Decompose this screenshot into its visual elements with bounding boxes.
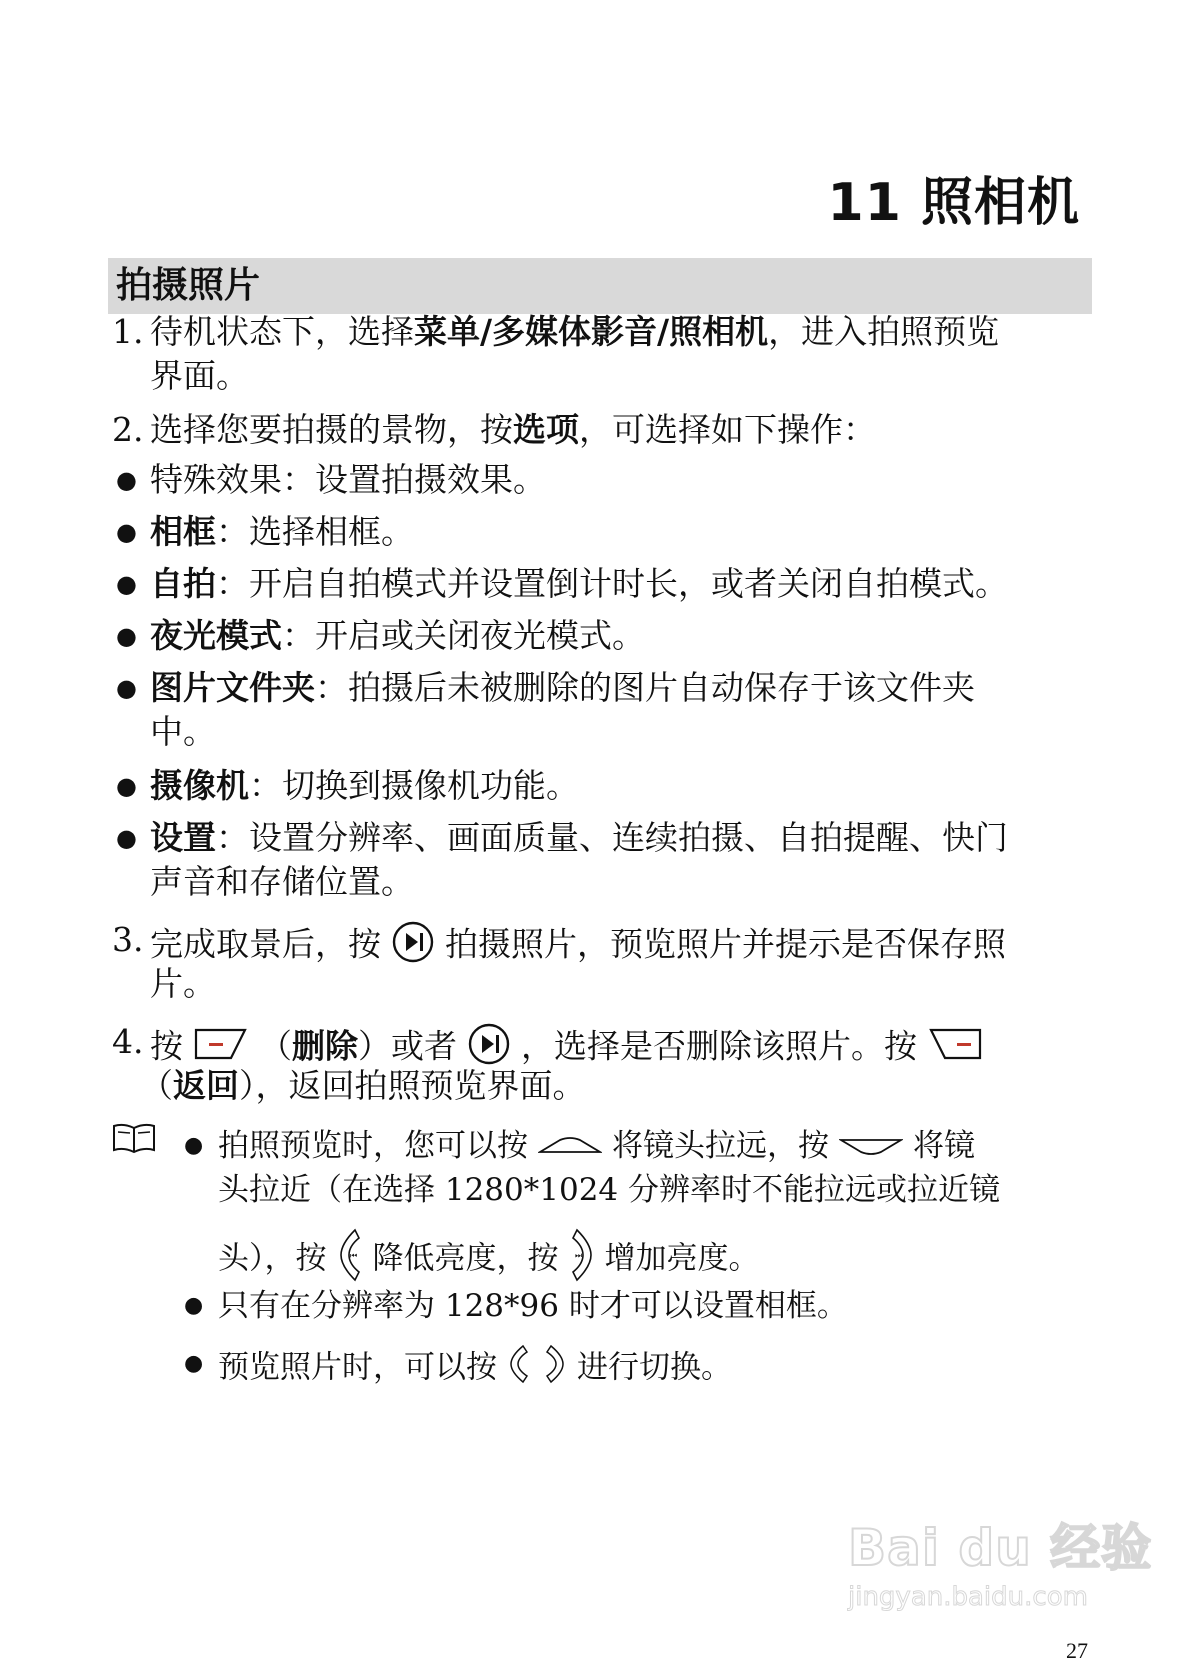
step-number: 2. xyxy=(112,410,144,449)
step-4: 4. 按 （删除）或者 ，选择是否删除该照片。按 xyxy=(150,1022,993,1075)
watermark-url: jingyan.baidu.com xyxy=(848,1582,1088,1612)
watermark-logo: Bai du 经验 xyxy=(848,1519,1153,1577)
left-soft-key-icon xyxy=(193,1026,249,1071)
baidu-jingyan-watermark xyxy=(848,1508,1152,1612)
note-book-icon xyxy=(112,1122,156,1158)
step-3-cont: 片。 xyxy=(150,964,216,1003)
note-bullet-icon: ● xyxy=(184,1293,204,1318)
note-1: ● 拍照预览时，您可以按 将镜头拉远，按 将镜 xyxy=(218,1126,975,1168)
section-title: 拍摄照片 xyxy=(116,265,261,306)
step-2: 2. 选择您要拍摄的景物，按选项，可选择如下操作： xyxy=(112,410,876,449)
note-bullet-icon: ● xyxy=(184,1133,204,1158)
play-pause-key-icon xyxy=(391,920,435,973)
bullet-item-cont: 声音和存储位置。 xyxy=(150,862,414,901)
bullet-item: ● 特殊效果：设置拍摄效果。 xyxy=(116,460,546,499)
right-nav-key-icon xyxy=(569,1228,595,1292)
bullet-item-cont: 中。 xyxy=(150,712,216,751)
step-1-cont: 界面。 xyxy=(150,356,249,395)
page-title: 11 照相机 xyxy=(827,173,1080,233)
note-1-cont: 头），按 ⏮ 降低亮度，按 ⏭ 增加亮度。 xyxy=(218,1228,760,1292)
bullet-icon: ● xyxy=(116,824,137,852)
menu-path: 菜单/多媒体影音/照相机 xyxy=(414,312,769,351)
step-3: 3. 完成取景后，按 拍摄照片，预览照片并提示是否保存照 xyxy=(150,920,1006,973)
bullet-icon: ● xyxy=(116,466,137,494)
left-nav-key-icon xyxy=(337,1228,363,1292)
note-bullet-icon: ● xyxy=(184,1351,204,1376)
page-number: 27 xyxy=(1066,1638,1088,1663)
right-nav-key-icon xyxy=(543,1344,567,1394)
note-2: ● 只有在分辨率为 128*96 时才可以设置相框。 xyxy=(184,1288,848,1324)
options-key: 选项 xyxy=(513,410,579,449)
bullet-item: ● 夜光模式：开启或关闭夜光模式。 xyxy=(116,616,645,655)
step-number: 3. xyxy=(112,920,144,959)
bullet-item: ● 相框：选择相框。 xyxy=(116,512,414,551)
note-1-cont: 头拉近（在选择 1280*1024 分辨率时不能拉远或拉近镜 xyxy=(218,1172,1000,1208)
right-soft-key-icon xyxy=(927,1026,983,1071)
step-number: 4. xyxy=(112,1022,144,1061)
bullet-icon: ● xyxy=(116,674,137,702)
step-1: 1. 待机状态下，选择菜单/多媒体影音/照相机，进入拍照预览 xyxy=(112,312,1000,351)
section-header xyxy=(108,258,1092,314)
bullet-item: ● 图片文件夹：拍摄后未被删除的图片自动保存于该文件夹 xyxy=(116,668,975,707)
bullet-item: ● 自拍：开启自拍模式并设置倒计时长，或者关闭自拍模式。 xyxy=(116,564,1008,603)
bullet-icon: ● xyxy=(116,518,137,546)
bullet-icon: ● xyxy=(116,570,137,598)
bullet-item: ● 设置：设置分辨率、画面质量、连续拍摄、自拍提醒、快门 xyxy=(116,818,1008,857)
bullet-icon: ● xyxy=(116,622,137,650)
svg-text:⏭: ⏭ xyxy=(574,1251,582,1260)
bullet-icon: ● xyxy=(116,772,137,800)
note-3: ● 预览照片时，可以按 进行切换。 xyxy=(218,1344,732,1394)
step-4-cont: （返回），返回拍照预览界面。 xyxy=(140,1066,586,1105)
volume-down-key-icon xyxy=(839,1128,903,1168)
volume-up-key-icon xyxy=(538,1128,602,1168)
step-number: 1. xyxy=(112,312,144,351)
svg-text:⏮: ⏮ xyxy=(349,1251,357,1260)
bullet-item: ● 摄像机：切换到摄像机功能。 xyxy=(116,766,579,805)
left-nav-key-icon xyxy=(507,1344,531,1394)
